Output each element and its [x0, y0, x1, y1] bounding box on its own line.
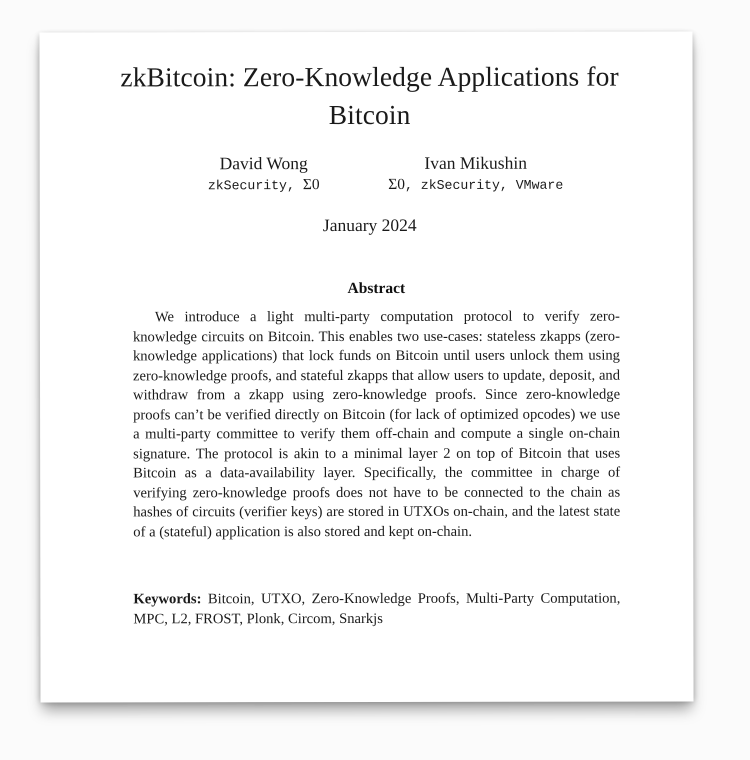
- author-list: [80, 152, 660, 197]
- abstract-section: [133, 280, 620, 543]
- abstract-body: We introduce a light multi-party computation protocol to verify zero-knowledge circuits on Bitcoin. This enables two use-cases: stateless zkapps (zero-knowledge applications) that lock funds on Bitcoin until users unlock them using zero-knowledge proofs, and stateful zkapps that allow users to update, deposit, and withdraw from a zkapp using zero-knowledge proofs. Since zero-knowledge proofs can’t be verified directly on Bitcoin (for lack of optimized opcodes) we use a multi-party committee to verify them off-chain and compute a single on-chain signature. The protocol is akin to a minimal layer 2 on top of Bitcoin that uses Bitcoin as a data-availability layer. Specifically, the committee in charge of verifying zero-knowledge proofs does not have to be connected to the chain as hashes of circuits (verifier keys) are stored in UTXOs on-chain, and the latest state of a (stateful) application is also stored and kept on-chain.: [132, 308, 621, 541]
- author-name: David Wong: [219, 153, 308, 174]
- author-entry: [370, 152, 582, 196]
- sigma-zero-glyph: Σ0: [302, 176, 320, 194]
- title-line-1: zkBitcoin: Zero-Knowledge Applications for: [120, 60, 619, 93]
- keywords-text: Bitcoin, UTXO, Zero-Knowledge Proofs, Multi-Party Computation, MPC, L2, FROST, Plonk, Circom, Snarkjs: [133, 590, 621, 627]
- author-name: Ivan Mikushin: [424, 152, 527, 173]
- keywords-label: Keywords:: [133, 591, 202, 608]
- sigma-zero-glyph: Σ0: [388, 175, 405, 193]
- title-line-2: Bitcoin: [328, 98, 411, 131]
- paper-title: [80, 58, 660, 135]
- affiliation-text-primary: zkSecurity,: [207, 178, 295, 194]
- abstract-heading: Abstract: [347, 279, 406, 298]
- affiliation-text-secondary: , zkSecurity, VMware: [404, 177, 564, 193]
- publication-date: January 2024: [322, 214, 417, 236]
- author-affiliation: [158, 175, 370, 196]
- paper-page: [39, 31, 693, 702]
- author-entry: [158, 152, 370, 196]
- keywords-section: [133, 590, 620, 630]
- author-affiliation: [370, 175, 582, 196]
